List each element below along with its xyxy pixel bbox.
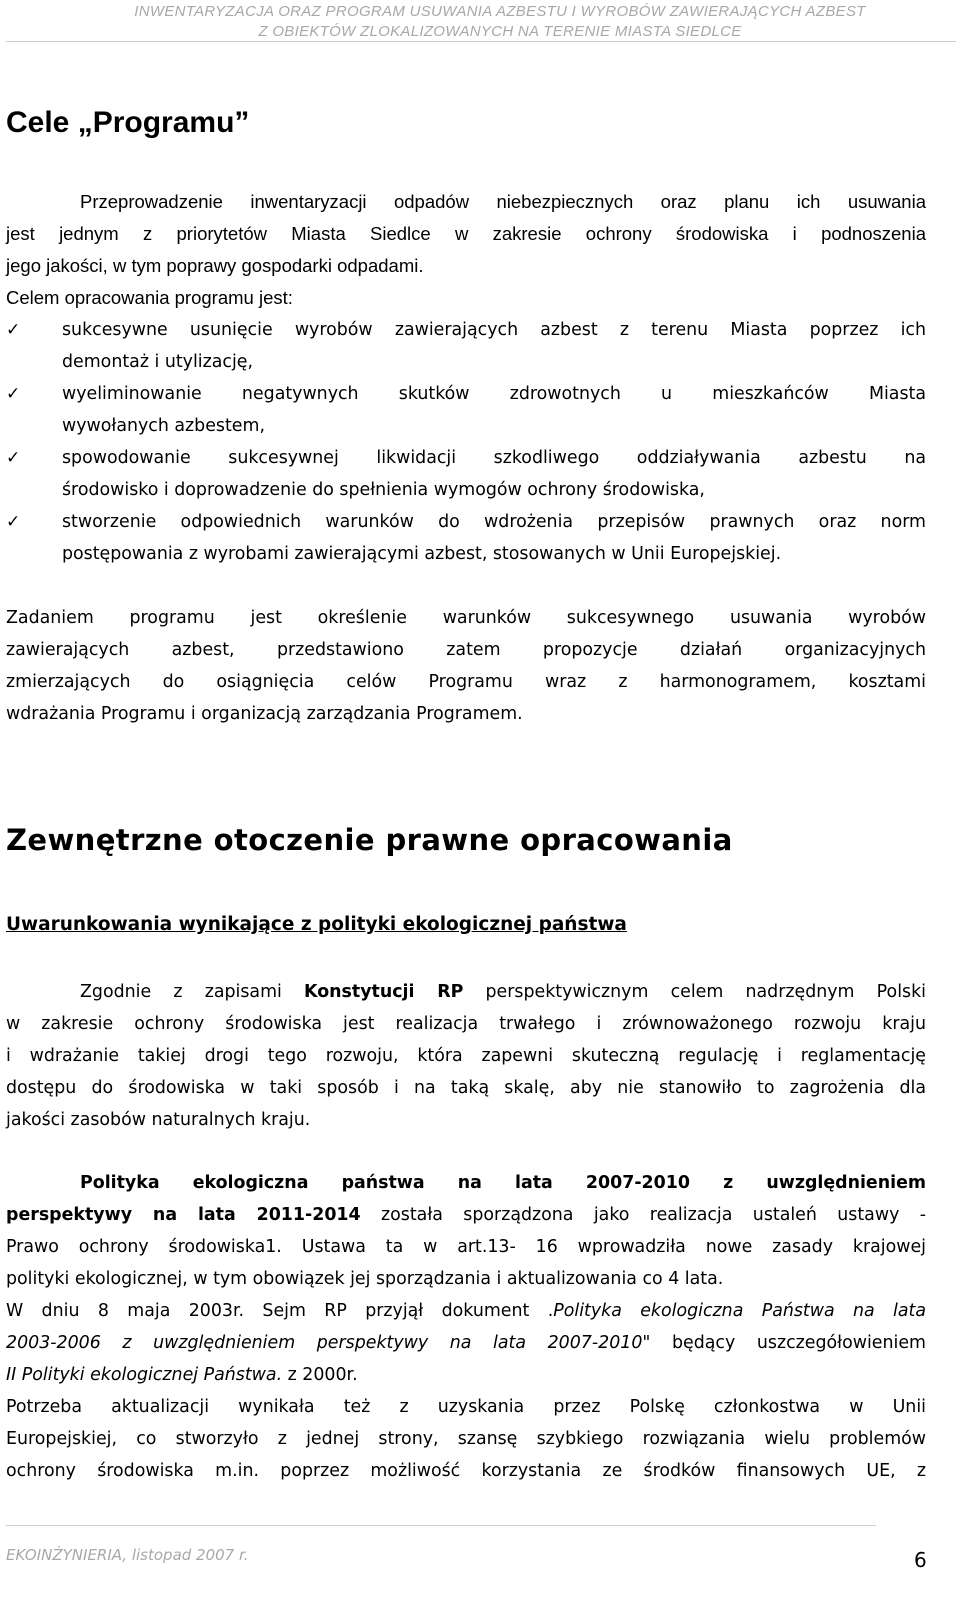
emphasis-title: 2003-2006 z uwzględnieniem perspektywy na lata 2007-2010"	[6, 1333, 651, 1353]
emphasis-title: Polityka ekologiczna Państwa na lata	[553, 1301, 927, 1321]
bullet-line: sukcesywne usunięcie wyrobów zawierających azbest z terenu Miasta poprzez ich	[62, 320, 926, 340]
intro-line: jest jednym z priorytetów Miasta Siedlce w zakresie ochrony środowiska i podnoszenia	[6, 223, 926, 244]
bullet-line: wyeliminowanie negatywnych skutków zdrowotnych u mieszkańców Miasta	[62, 384, 926, 404]
footer-divider	[6, 1525, 876, 1526]
text-run: perspektywicznym celem nadrzędnym Polski	[463, 982, 926, 1002]
paragraph-line: w zakresie ochrony środowiska jest realizacja trwałego i zrównoważonego rozwoju kraju	[6, 1014, 926, 1034]
paragraph-line	[6, 1363, 358, 1387]
running-header	[100, 2, 900, 42]
intro-line: Przeprowadzenie inwentaryzacji odpadów niebezpiecznych oraz planu ich usuwania	[80, 191, 926, 212]
header-divider	[6, 41, 956, 42]
text-run: będący uszczegółowieniem	[650, 1333, 926, 1353]
bullet-line: demontaż i utylizację,	[62, 352, 254, 372]
paragraph-line	[6, 1331, 926, 1355]
paragraph-line	[6, 1203, 926, 1227]
paragraph-line: polityki ekologicznej, w tym obowiązek jej sporządzania i aktualizowania co 4 lata.	[6, 1269, 724, 1289]
checkmark-icon: ✓	[6, 512, 21, 532]
text-run: W dniu 8 maja 2003r. Sejm RP przyjął dokument .	[6, 1301, 554, 1321]
task-line: Zadaniem programu jest określenie warunków sukcesywnego usuwania wyrobów	[6, 608, 926, 628]
bullet-line: spowodowanie sukcesywnej likwidacji szkodliwego oddziaływania azbestu na	[62, 448, 926, 468]
paragraph-line: Potrzeba aktualizacji wynikała też z uzyskania przez Polskę członkostwa w Unii	[6, 1397, 926, 1417]
page-number: 6	[914, 1548, 927, 1572]
emphasis-policy: perspektywy na lata 2011-2014	[6, 1205, 361, 1225]
checkmark-icon: ✓	[6, 320, 21, 340]
paragraph-line: Europejskiej, co stworzyło z jednej strony, szansę szybkiego rozwiązania wielu problemów	[6, 1429, 926, 1449]
bullet-line: postępowania z wyrobami zawierającymi azbest, stosowanych w Unii Europejskiej.	[62, 544, 782, 564]
checkmark-icon: ✓	[6, 448, 21, 468]
paragraph-line	[80, 980, 926, 1004]
header-line-1: INWENTARYZACJA ORAZ PROGRAM USUWANIA AZBESTU I WYROBÓW ZAWIERAJĄCYCH AZBEST	[134, 3, 866, 20]
paragraph-line: Prawo ochrony środowiska1. Ustawa ta w art.13- 16 wprowadziła nowe zasady krajowej	[6, 1237, 926, 1257]
text-run: z 2000r.	[282, 1365, 358, 1385]
paragraph-line: i wdrażanie takiej drogi tego rozwoju, która zapewni skuteczną regulację i reglamentację	[6, 1046, 926, 1066]
emphasis-konstytucja: Konstytucji RP	[304, 982, 464, 1002]
section-title-goals: Cele „Programu”	[6, 106, 250, 139]
bullet-line: wywołanych azbestem,	[62, 416, 265, 436]
paragraph-line: jakości zasobów naturalnych kraju.	[6, 1110, 311, 1130]
paragraph-line: ochrony środowiska m.in. poprzez możliwość korzystania ze środków finansowych UE, z	[6, 1461, 926, 1481]
text-run: Zgodnie z zapisami	[80, 982, 305, 1002]
checkmark-icon: ✓	[6, 384, 21, 404]
paragraph-line: Polityka ekologiczna państwa na lata 2007-2010 z uwzględnieniem	[80, 1173, 926, 1193]
text-run: została sporządzona jako realizacja ustaleń ustawy -	[360, 1205, 927, 1225]
emphasis-title: II Polityki ekologicznej Państwa.	[6, 1365, 283, 1385]
section-title-legal: Zewnętrzne otoczenie prawne opracowania	[6, 823, 733, 857]
goals-lead: Celem opracowania programu jest:	[6, 287, 293, 308]
paragraph-line	[6, 1299, 926, 1323]
subsection-title: Uwarunkowania wynikające z polityki ekologicznej państwa	[6, 914, 627, 935]
task-line: wdrażania Programu i organizacją zarządzania Programem.	[6, 704, 523, 724]
bullet-line: środowisko i doprowadzenie do spełnienia wymogów ochrony środowiska,	[62, 480, 705, 500]
footer-text: EKOINŻYNIERIA, listopad 2007 r.	[6, 1546, 249, 1564]
task-line: zawierających azbest, przedstawiono zatem propozycje działań organizacyjnych	[6, 640, 926, 660]
bullet-line: stworzenie odpowiednich warunków do wdrożenia przepisów prawnych oraz norm	[62, 512, 926, 532]
intro-line: jego jakości, w tym poprawy gospodarki odpadami.	[6, 255, 424, 276]
task-line: zmierzających do osiągnięcia celów Programu wraz z harmonogramem, kosztami	[6, 672, 926, 692]
paragraph-line: dostępu do środowiska w taki sposób i na taką skalę, aby nie stanowiło to zagrożenia dla	[6, 1078, 926, 1098]
header-line-2: Z OBIEKTÓW ZLOKALIZOWANYCH NA TERENIE MIASTA SIEDLCE	[258, 23, 742, 40]
